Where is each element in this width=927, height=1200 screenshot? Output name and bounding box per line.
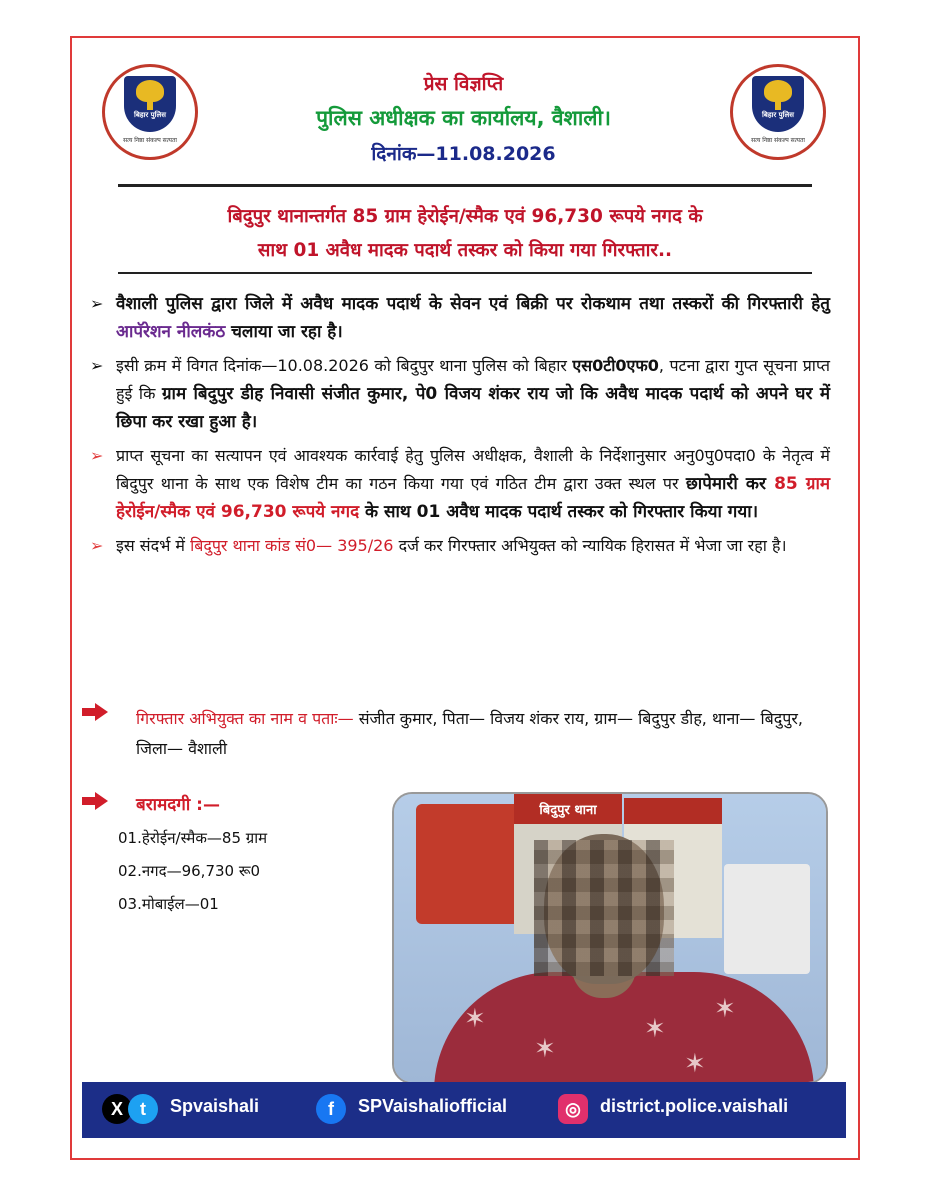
bullet-list: [90, 290, 830, 566]
release-date: दिनांक—11.08.2026: [371, 143, 556, 165]
social-media-bar: [82, 1082, 846, 1138]
twitter-handle[interactable]: Spvaishali: [170, 1096, 260, 1116]
bullet-raid: ➢ प्राप्त सूचना का सत्यापन एवं आवश्यक कार्रवाई हेतु पुलिस अधीक्षक, वैशाली के निर्देशानुसार अनु0पु0पदा0 के नेतृत्व में बिदुपुर थाना के साथ एक विशेष टीम का गठन किया गया एवं गठित टीम द्वारा उक्त स्थल पर छापेमारी कर 85 ग्राम हेरोईन/स्मैक एवं 96,730 रूपये नगद के साथ 01 अवैध मादक पदार्थ तस्कर को गिरफ्तार किया गया।: [90, 442, 830, 526]
recovery-item: 03.मोबाईल—01: [118, 895, 219, 913]
arrow-right-icon: [82, 793, 108, 809]
x-icon[interactable]: X: [102, 1094, 132, 1124]
recovery-item: 01.हेरोईन/स्मैक—85 ग्राम: [118, 829, 268, 847]
office-name: पुलिस अधीक्षक का कार्यालय, वैशाली।: [316, 106, 611, 130]
header-divider: [118, 184, 812, 187]
headline-line-2: साथ 01 अवैध मादक पदार्थ तस्कर को किया गया गिरफ्तार..: [257, 240, 673, 261]
box-label: बिदुपुर थाना: [539, 803, 597, 818]
bihar-police-logo-right: बिहार पुलिस सत्य निष्ठा संकल्प सत्यता: [730, 64, 826, 160]
instagram-handle[interactable]: district.police.vaishali: [600, 1096, 789, 1116]
bullet-case: ➢ इस संदर्भ में बिदुपुर थाना कांड सं0— 395/26 दर्ज कर गिरफ्तार अभियुक्त को न्यायिक हिरासत में भेजा जा रहा है।: [90, 532, 830, 560]
bullet-operation: ➢ वैशाली पुलिस द्वारा जिले में अवैध मादक पदार्थ के सेवन एवं बिक्री पर रोकथाम तथा तस्करों की गिरफ्तारी हेतु आपॅरेशन नीलकंठ चलाया जा रहा है।: [90, 290, 830, 346]
bullet-arrow-icon: ➢: [90, 446, 104, 465]
bullet-arrow-icon: ➢: [90, 294, 104, 313]
facebook-handle[interactable]: SPVaishaliofficial: [358, 1096, 508, 1116]
bullet-arrow-icon: ➢: [90, 356, 104, 375]
press-release-title: प्रेस विज्ञप्ति: [423, 73, 504, 95]
accused-label: गिरफ्तार अभियुक्त का नाम व पताः—: [136, 709, 354, 728]
accused-details: [136, 704, 826, 764]
bullet-arrow-icon: ➢: [90, 536, 104, 555]
headline: [100, 200, 830, 268]
bihar-police-logo-left: बिहार पुलिस सत्य निष्ठा संकल्प सत्यता: [102, 64, 198, 160]
accused-photo: बिदुपुर थाना ✶ ✶ ✶ ✶ ✶: [392, 792, 828, 1084]
recovery-list: [118, 822, 267, 921]
instagram-icon[interactable]: ◎: [558, 1094, 588, 1124]
recovery-label: बरामदगी :—: [136, 795, 220, 815]
arrow-right-icon: [82, 704, 108, 720]
twitter-icon[interactable]: t: [128, 1094, 158, 1124]
headline-line-1: बिदुपुर थानान्तर्गत 85 ग्राम हेरोईन/स्मैक एवं 96,730 रूपये नगद के: [227, 206, 703, 227]
facebook-icon[interactable]: f: [316, 1094, 346, 1124]
accused-info: संजीत कुमार, पिता— विजय शंकर राय, ग्राम— बिदुपुर डीह, थाना— बिदुपुर, जिला— वैशाली: [136, 709, 803, 758]
recovery-item: 02.नगद—96,730 रू0: [118, 862, 261, 880]
blurred-face: [534, 840, 674, 976]
bullet-information: ➢ इसी क्रम में विगत दिनांक—10.08.2026 को बिदुपुर थाना पुलिस को बिहार एस0टी0एफ0, पटना द्वारा गुप्त सूचना प्राप्त हुई कि ग्राम बिदुपुर डीह निवासी संजीत कुमार, पे0 विजय शंकर राय जो कि अवैध मादक पदार्थ को अपने घर में छिपा कर रखा हुआ है।: [90, 352, 830, 436]
headline-divider: [118, 272, 812, 274]
